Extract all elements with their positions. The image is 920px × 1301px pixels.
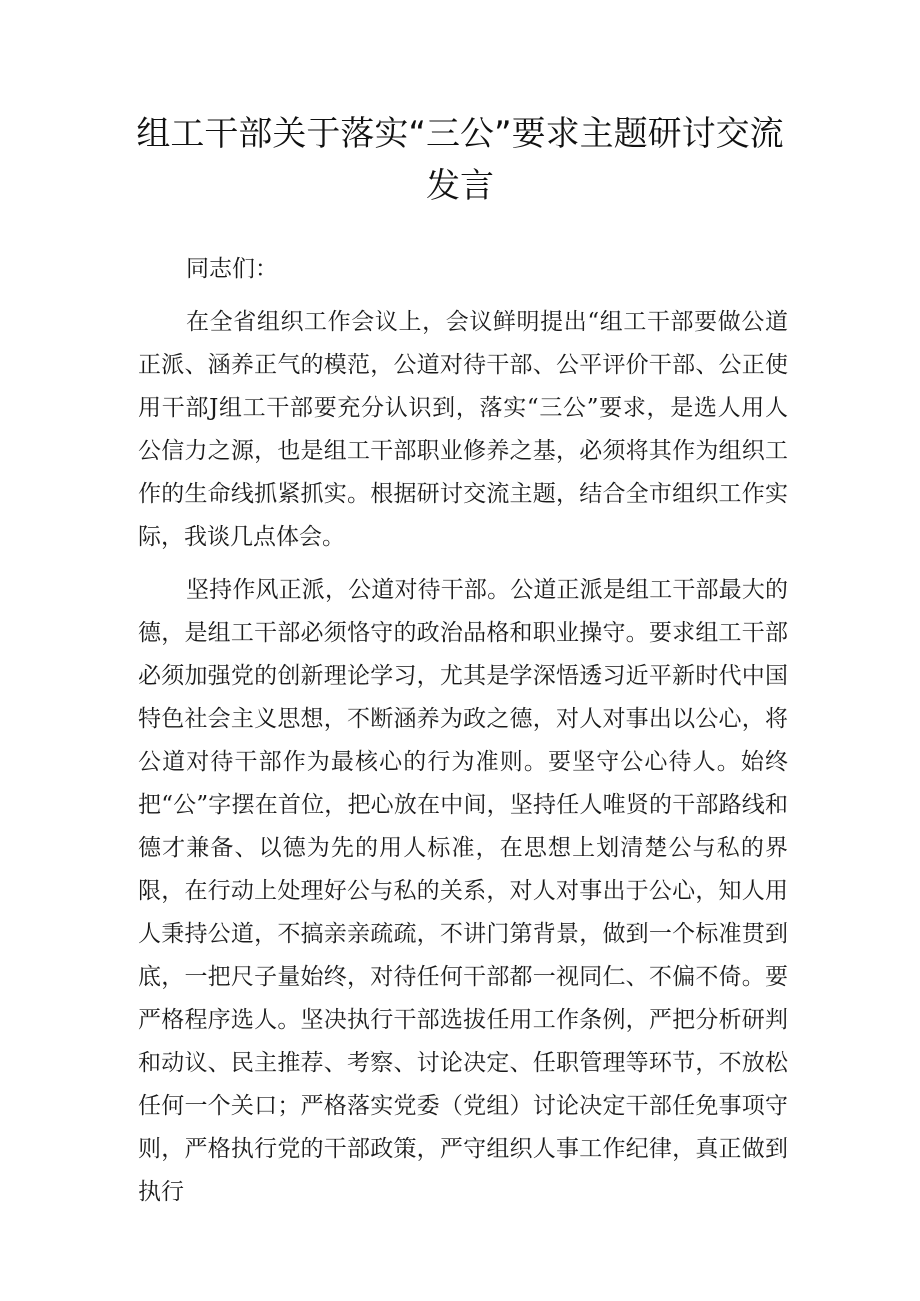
greeting: 同志们： <box>186 256 278 282</box>
paragraph-intro: 在全省组织工作会议上，会议鲜明提出“组工干部要做公道正派、涵养正气的模范，公道对待干部、公平评价干部、公正使用干部J组工干部要充分认识到，落实“三公”要求，是选人用人公信力之源，也是组工干部职业修养之基，必须将其作为组织工作的生命线抓紧抓实。根据研讨交流主题，结合全市组织工作实际，我谈几点体会。 <box>138 309 788 550</box>
document-body <box>138 248 788 1214</box>
paragraph-fair-treatment: 坚持作风正派，公道对待干部。公道正派是组工干部最大的德，是组工干部必须恪守的政治品格和职业操守。要求组工干部必须加强党的创新理论学习，尤其是学深悟透习近平新时代中国特色社会主义思想，不断涵养为政之德，对人对事出以公心，将公道对待干部作为最核心的行为准则。要坚守公心待人。始终把“公”字摆在首位，把心放在中间，坚持任人唯贤的干部路线和德才兼备、以德为先的用人标准，在思想上划清楚公与私的界限，在行动上处理好公与私的关系，对人对事出于公心，知人用人秉持公道，不搞亲亲疏疏，不讲门第背景，做到一个标准贯到底，一把尺子量始终，对待任何干部都一视同仁、不偏不倚。要严格程序选人。坚决执行干部选拔任用工作条例，严把分析研判和动议、民主推荐、考察、讨论决定、任职管理等环节，不放松任何一个关口；严格落实党委（党组）讨论决定干部任免事项守则，严格执行党的干部政策，严守组织人事工作纪律，真正做到执行 <box>138 577 788 1205</box>
document-title: 组工干部关于落实“三公”要求主题研讨交流发言 <box>136 114 784 206</box>
